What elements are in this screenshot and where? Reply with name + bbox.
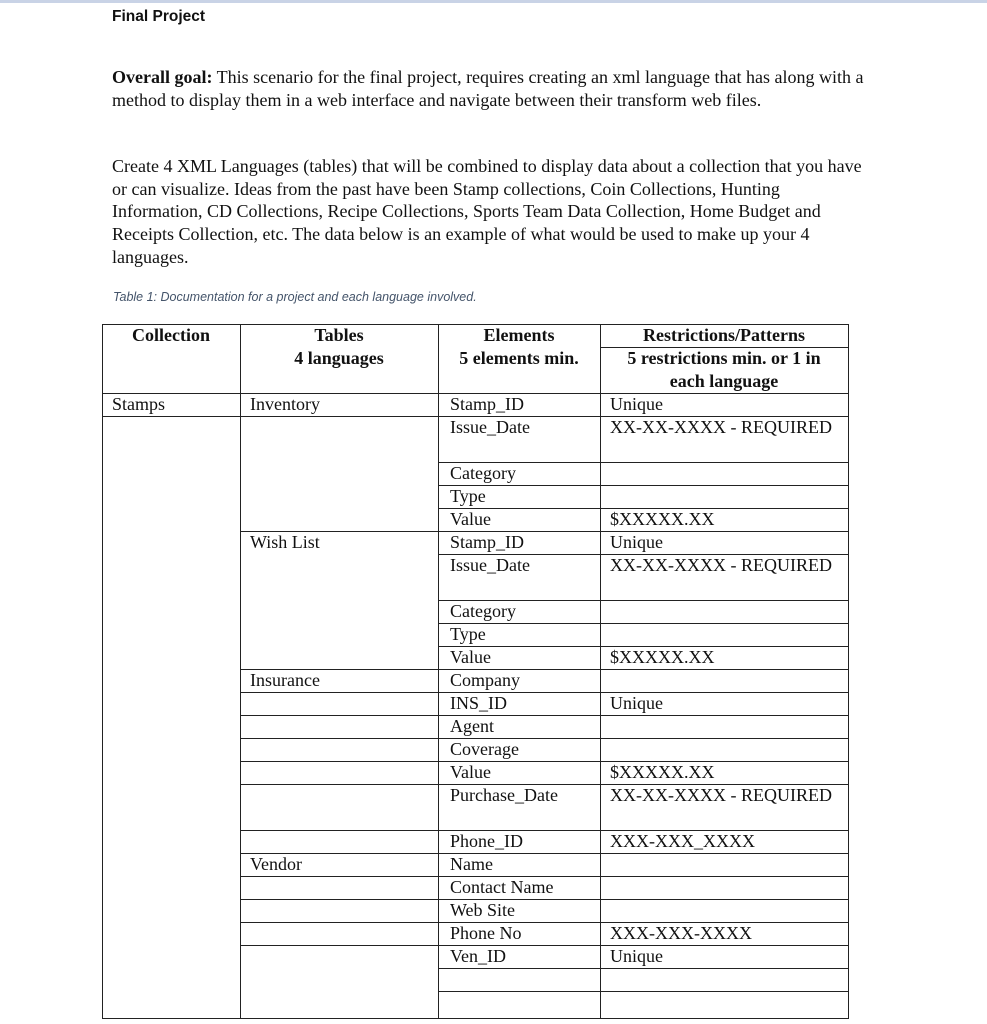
element-cell: Contact Name [450, 877, 554, 897]
element-cell: Web Site [450, 900, 516, 920]
table-name-cell: Vendor [250, 854, 302, 874]
collection-name: Stamps [112, 394, 166, 414]
header-tables-sub: 4 languages [294, 348, 384, 368]
header-restrictions: Restrictions/Patterns [643, 325, 805, 345]
restriction-cell: $XXXXX.XX [610, 647, 715, 667]
table-col-divider [438, 324, 439, 1019]
element-cell: Ven_ID [450, 946, 506, 966]
element-cell: Issue_Date [450, 555, 530, 575]
element-cell: Value [450, 762, 491, 782]
element-cell: Agent [450, 716, 494, 736]
overall-goal-paragraph [112, 66, 872, 111]
table-row-line [240, 692, 438, 693]
restriction-cell: Unique [610, 532, 663, 552]
element-cell: Issue_Date [450, 417, 530, 437]
restriction-cell: XX-XX-XXXX - REQUIRED [610, 417, 832, 437]
element-cell: Coverage [450, 739, 519, 759]
table-border-left [102, 324, 103, 1019]
element-cell: Value [450, 647, 491, 667]
element-cell: Type [450, 486, 486, 506]
element-cell: INS_ID [450, 693, 507, 713]
overall-goal-text: This scenario for the final project, requires creating an xml language that has along with a method to display them in a web interface and navigate between their transform web files. [112, 67, 864, 110]
table-row-line [438, 715, 849, 716]
restriction-cell: XXX-XXX-XXXX [610, 923, 752, 943]
documentation-table [102, 324, 849, 1019]
table-row-line [240, 784, 438, 785]
table-row-line [438, 623, 849, 624]
table-row-line [240, 830, 438, 831]
header-elements-sub: 5 elements min. [459, 348, 579, 368]
table-row-line [240, 876, 438, 877]
restriction-cell: XX-XX-XXXX - REQUIRED [610, 555, 832, 575]
table-row-line [240, 853, 849, 854]
overall-goal-label: Overall goal: [112, 67, 213, 87]
header-tables: Tables [314, 325, 364, 345]
table-name-cell: Wish List [250, 532, 320, 552]
restriction-cell: XX-XX-XXXX - REQUIRED [610, 785, 832, 805]
table-row-line [438, 991, 849, 992]
table-row-line [240, 922, 438, 923]
header-elements: Elements [483, 325, 555, 345]
element-cell: Stamp_ID [450, 532, 524, 552]
table-border-bottom [102, 1018, 849, 1019]
table-row-line [240, 945, 438, 946]
page-header: Final Project [112, 8, 206, 25]
element-cell: Phone_ID [450, 831, 523, 851]
element-cell: Company [450, 670, 520, 690]
element-cell: Value [450, 509, 491, 529]
table-row-line [240, 738, 438, 739]
table-row-line [438, 968, 849, 969]
page-top-border [0, 0, 987, 3]
element-cell: Phone No [450, 923, 522, 943]
restriction-cell: Unique [610, 946, 663, 966]
instructions-paragraph: Create 4 XML Languages (tables) that will be combined to display data about a collection that you have or can visualize. Ideas from the past have been Stamp collections, Coin Collections, Hunting Information, CD Collections, Recipe Collections, Sports Team Data Collection, Home Budget and Receipts Collection, etc. The data below is an example of what would be used to make up your 4 languages. [112, 156, 862, 267]
table-caption: Table 1: Documentation for a project and each language involved. [113, 290, 477, 304]
header-restrictions-sub: 5 restrictions min. or 1 in each language [627, 348, 821, 391]
element-cell: Name [450, 854, 493, 874]
restriction-cell: XXX-XXX_XXXX [610, 831, 755, 851]
element-cell: Purchase_Date [450, 785, 558, 805]
table-name-cell: Inventory [250, 394, 320, 414]
table-row-line [240, 899, 438, 900]
table-row-line [438, 485, 849, 486]
element-cell: Category [450, 601, 516, 621]
table-col-divider [600, 324, 601, 1019]
table-col-divider [240, 324, 241, 1019]
element-cell: Type [450, 624, 486, 644]
table-row-line [240, 761, 438, 762]
element-cell: Category [450, 463, 516, 483]
restriction-cell: $XXXXX.XX [610, 762, 715, 782]
restriction-cell: $XXXXX.XX [610, 509, 715, 529]
restriction-cell: Unique [610, 394, 663, 414]
restriction-cell: Unique [610, 693, 663, 713]
element-cell: Stamp_ID [450, 394, 524, 414]
header-collection: Collection [132, 325, 210, 345]
table-row-line [240, 715, 438, 716]
table-name-cell: Insurance [250, 670, 320, 690]
